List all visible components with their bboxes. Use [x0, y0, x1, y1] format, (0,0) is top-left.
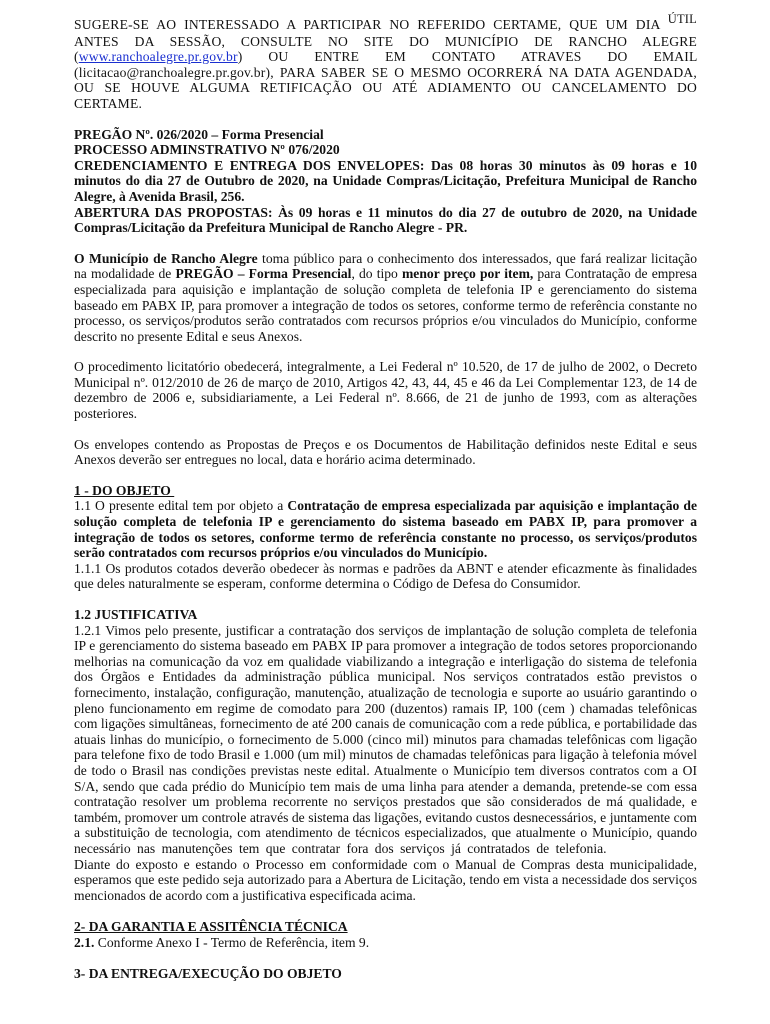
municipality-website-link[interactable]: www.ranchoalegre.pr.gov.br — [78, 49, 238, 65]
intro-text-a: toma público para o conhecimento dos interessados, que fará realizar licitação na modalidade de — [74, 250, 697, 282]
processo-title: PROCESSO ADMINSTRATIVO Nº 076/2020 — [74, 142, 340, 158]
garantia-item-text: Conforme Anexo I - Termo de Referência, item 9. — [94, 934, 370, 950]
spacer — [74, 236, 697, 251]
entrega-heading: 3- DA ENTREGA/EXECUÇÃO DO OBJETO — [74, 966, 342, 982]
garantia-item-number: 2.1. — [74, 934, 95, 950]
notice-line2: ANTES DA SESSÃO, CONSULTE NO SITE DO MUNICÍPIO DE RANCHO ALEGRE — [74, 33, 697, 49]
objeto-heading: 1 - DO OBJETO — [74, 482, 175, 498]
justificativa-paragraph — [74, 623, 697, 904]
spacer — [74, 903, 697, 919]
spacer — [74, 112, 697, 127]
notice-line4: (licitacao@ranchoalegre.pr.gov.br), PARA SABER SE O MESMO OCORRERÁ NA DATA AGENDADA, OU SE HOUVE ALGUMA RETIFICAÇÃO OU ATÉ ADIAMENTO OU CANCELAMENTO DO CERTAME. — [74, 64, 697, 111]
objeto-paragraph-2: 1.1.1 Os produtos cotados deverão obedecer às normas e padrões da ABNT e atender eficazmente às finalidades que deles naturalmente se esperam, conforme determina o Código de Defesa do Consumidor. — [74, 560, 697, 592]
intro-menor-preco: menor preço por item, — [401, 266, 534, 282]
spacer — [74, 422, 697, 437]
spacer — [74, 344, 697, 359]
notice-util-word: ÚTIL — [667, 12, 697, 26]
objeto-bold: Contratação de empresa especializada par aquisição e implantação de solução completa de telefonia IP e gerenciamento do sistema baseado em PABX IP, para promover a integração de todos os setores, conforme termo de referência constante no processo, os serviços/produtos serão contratados com recursos próprios e/ou vinculados do Município. — [74, 498, 698, 561]
objeto-paragraph-1 — [74, 498, 697, 560]
intro-text-c: para Contratação de empresa especializada para aquisição e implantação de solução completa de telefonia IP e gerenciamento do sistema baseado em PABX IP, para promover a integração de todos os setores, conforme termo de referência constante no processo, os serviços/produtos serão contratados com recursos próprios e/ou vinculados do Município, conforme descrito no presente Edital e seus Anexos. — [74, 266, 697, 344]
notice-line3: ) OU ENTRE EM CONTATO ATRAVES DO EMAIL — [237, 49, 697, 65]
intro-paragraph — [74, 251, 697, 345]
intro-pregao: PREGÃO – Forma Presencial — [175, 266, 352, 282]
spacer — [74, 950, 697, 966]
justificativa-text-b: Diante do exposto e estando o Processo em conformidade com o Manual de Compras desta municipalidade, esperamos que este pedido seja autorizado para a Abertura de Licitação, tendo em vista a necessidade dos serviços mencionados de acordo com a justificativa especificada acima. — [74, 856, 697, 903]
justificativa-text-a: 1.2.1 Vimos pelo presente, justificar a contratação dos serviços de implantação de solução completa de telefonia IP e gerenciamento do sistema baseado em PABX IP para promover a integração de todos setores proporcionando melhorias na comunicação da voz em qualidade viabilizando a integração e interligação do sistema de telefonia dos Órgãos e Entidades da administração pública municipal. Nos serviços contratados estão previstos o fornecimento, instalação, configuração, manutenção, atualização de tecnologia e suporte ao usuário garantindo o pleno funcionamento em regime de comodato para 200 (duzentos) ramais IP, 100 (cem ) chamadas telefônicas com ligações simultâneas, fornecimento de até 200 canais de comunicação com a rede pública, e portabilidade das atuais linhas do município, o fornecimento de 5.000 (cinco mil) minutos para chamadas telefônicas com ligação para telefone fixo de todo Brasil e 1.000 (um mil) minutos de chamadas telefônicas para ligação à telefonia móvel de todo o Brasil nas condições previstas neste edital. Atualmente o Município tem diversos contratos com a OI S/A, sendo que cada prédio do Município tem mais de uma linha para atender a demanda, pretende-se com essa contratação resolver um problema recorrente no serviços prestados que são considerados de má qualidade, e também, promover um controle através de sistema das ligações, evitando custos desnecessários, e juntamente com a substituição de tecnologia, com atendimento de técnicos especializados, que atualmente o Município, quando necessário nas manutenções tem que contratar fora dos serviços já contratados de telefonia. — [74, 622, 697, 856]
spacer — [74, 592, 697, 607]
notice-paragraph: SUGERE-SE AO INTERESSADO A PARTICIPAR NO REFERIDO CERTAME, QUE UM DIA ÚTIL ANTES DA SESSÃO, CONSULTE NO SITE DO MUNICÍPIO DE RANCHO ALEGRE (www.ranchoalegre.pr.gov.br) OU ENTRE EM CONTATO ATRAVES DO EMAIL (licitacao@ranchoalegre.pr.gov.br), PARA SABER SE O MESMO OCORRERÁ NA DATA AGENDADA, OU SE HOUVE ALGUMA RETIFICAÇÃO OU ATÉ ADIAMENTO OU CANCELAMENTO DO CERTAME. — [74, 12, 697, 111]
pregao-title: PREGÃO Nº. 026/2020 – Forma Presencial — [74, 126, 324, 142]
intro-municipio: O Município de Rancho Alegre — [74, 250, 258, 266]
abertura-text: ABERTURA DAS PROPOSTAS: Às 09 horas e 11 minutos do dia 27 de outubro de 2020, na Unidade Compras/Licitação da Prefeitura Municipal de Rancho Alegre - PR. — [74, 204, 697, 236]
document-page — [74, 12, 698, 982]
intro-text-b: , do tipo — [351, 266, 402, 282]
procedimento-paragraph: O procedimento licitatório obedecerá, integralmente, a Lei Federal nº 10.520, de 17 de julho de 2002, o Decreto Municipal nº. 012/2010 de 26 de março de 2010, Artigos 42, 43, 44, 45 e 46 da Lei Complementar 123, de 14 de dezembro de 2006 e, subsidiariamente, a Lei Federal nº. 8.666, de 21 de junho de 1993, com as alterações posteriores. — [74, 359, 697, 422]
spacer — [74, 468, 697, 483]
justificativa-heading: 1.2 JUSTIFICATIVA — [74, 607, 198, 622]
credenciamento-text: CREDENCIAMENTO E ENTREGA DOS ENVELOPES: Das 08 horas 30 minutos às 09 horas e 10 minutos do dia 27 de Outubro de 2020, na Unidade Compras/Licitação, Prefeitura Municipal de Rancho Alegre, à Avenida Brasil, 256. — [74, 157, 697, 204]
garantia-heading: 2- DA GARANTIA E ASSITÊNCIA TÉCNICA — [74, 919, 348, 935]
garantia-item — [74, 935, 697, 951]
objeto-lead: 1.1 O presente edital tem por objeto a — [74, 498, 288, 514]
envelopes-paragraph: Os envelopes contendo as Propostas de Preços e os Documentos de Habilitação definidos neste Edital e seus Anexos deverão ser entregues no local, data e horário acima determinado. — [74, 436, 697, 468]
notice-line1: SUGERE-SE AO INTERESSADO A PARTICIPAR NO REFERIDO CERTAME, QUE UM DIA — [74, 17, 660, 32]
